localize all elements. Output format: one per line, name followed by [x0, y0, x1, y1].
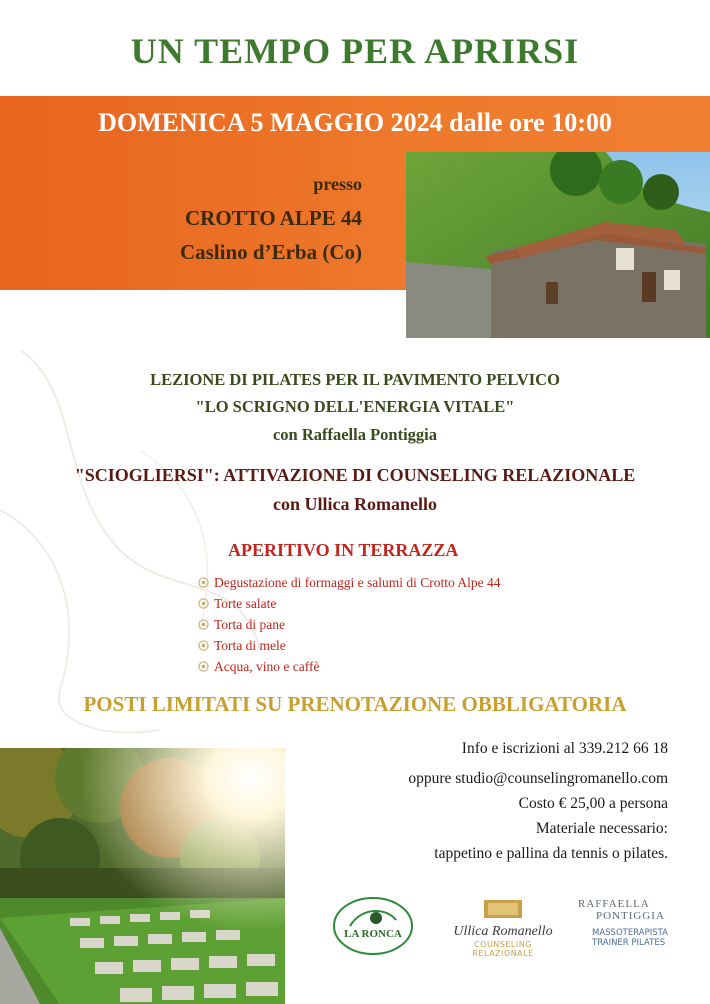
aperitivo-list: [198, 572, 500, 677]
ur-monogram-icon: [448, 898, 558, 920]
raffaella-role-2: TRAINER PILATES: [592, 938, 666, 948]
info-material-label: Materiale necessario:: [535, 820, 668, 837]
venue-name: CROTTO ALPE 44: [185, 206, 362, 230]
pilates-subtitle: "LO SCRIGNO DELL'ENERGIA VITALE": [195, 397, 515, 416]
info-material: tappetino e pallina da tennis o pilates.: [434, 845, 668, 862]
counseling-host: con Ullica Romanello: [273, 494, 437, 514]
list-item: Torte salate: [198, 593, 500, 614]
venue-photo: [406, 152, 710, 338]
flower-bullet-icon: [198, 661, 209, 672]
venue-presso: presso: [313, 174, 362, 194]
ullica-logo: [448, 898, 558, 958]
garden-photo: [0, 748, 285, 1004]
aperitivo-title: APERITIVO IN TERRAZZA: [228, 540, 459, 560]
raffaella-name-1: RAFFAELLA: [578, 898, 650, 910]
raffaella-logo: [578, 898, 678, 948]
ullica-subtitle: COUNSELING RELAZIONALE: [472, 940, 534, 958]
list-item: Torta di pane: [198, 614, 500, 635]
list-item: Acqua, vino e caffè: [198, 656, 500, 677]
counseling-title: "SCIOGLIERSI": ATTIVAZIONE DI COUNSELING RELAZIONALE: [74, 465, 636, 485]
list-item: Degustazione di formaggi e salumi di Crotto Alpe 44: [198, 572, 500, 593]
flower-bullet-icon: [198, 640, 209, 651]
flower-bullet-icon: [198, 577, 209, 588]
info-email: oppure studio@counselingromanello.com: [408, 770, 668, 787]
raffaella-role-1: MASSOTERAPISTA: [592, 928, 668, 938]
ullica-name: Ullica Romanello: [453, 924, 553, 939]
page-title: UN TEMPO PER APRIRSI: [130, 31, 580, 71]
la-ronca-text: LA RONCA: [344, 928, 402, 940]
info-cost: Costo € 25,00 a persona: [518, 795, 668, 812]
la-ronca-logo: [332, 896, 414, 956]
flower-bullet-icon: [198, 598, 209, 609]
pilates-title: LEZIONE DI PILATES PER IL PAVIMENTO PELVICO: [150, 370, 560, 389]
flower-bullet-icon: [198, 619, 209, 630]
venue-place: Caslino d’Erba (Co): [179, 240, 362, 264]
list-item: Torta di mele: [198, 635, 500, 656]
raffaella-name-2: PONTIGGIA: [596, 910, 665, 922]
booking-notice: POSTI LIMITATI SU PRENOTAZIONE OBBLIGATORIA: [83, 692, 627, 716]
info-phone: Info e iscrizioni al 339.212 66 18: [461, 740, 668, 757]
pilates-host: con Raffaella Pontiggia: [272, 425, 438, 444]
event-date: DOMENICA 5 MAGGIO 2024 dalle ore 10:00: [98, 108, 612, 137]
